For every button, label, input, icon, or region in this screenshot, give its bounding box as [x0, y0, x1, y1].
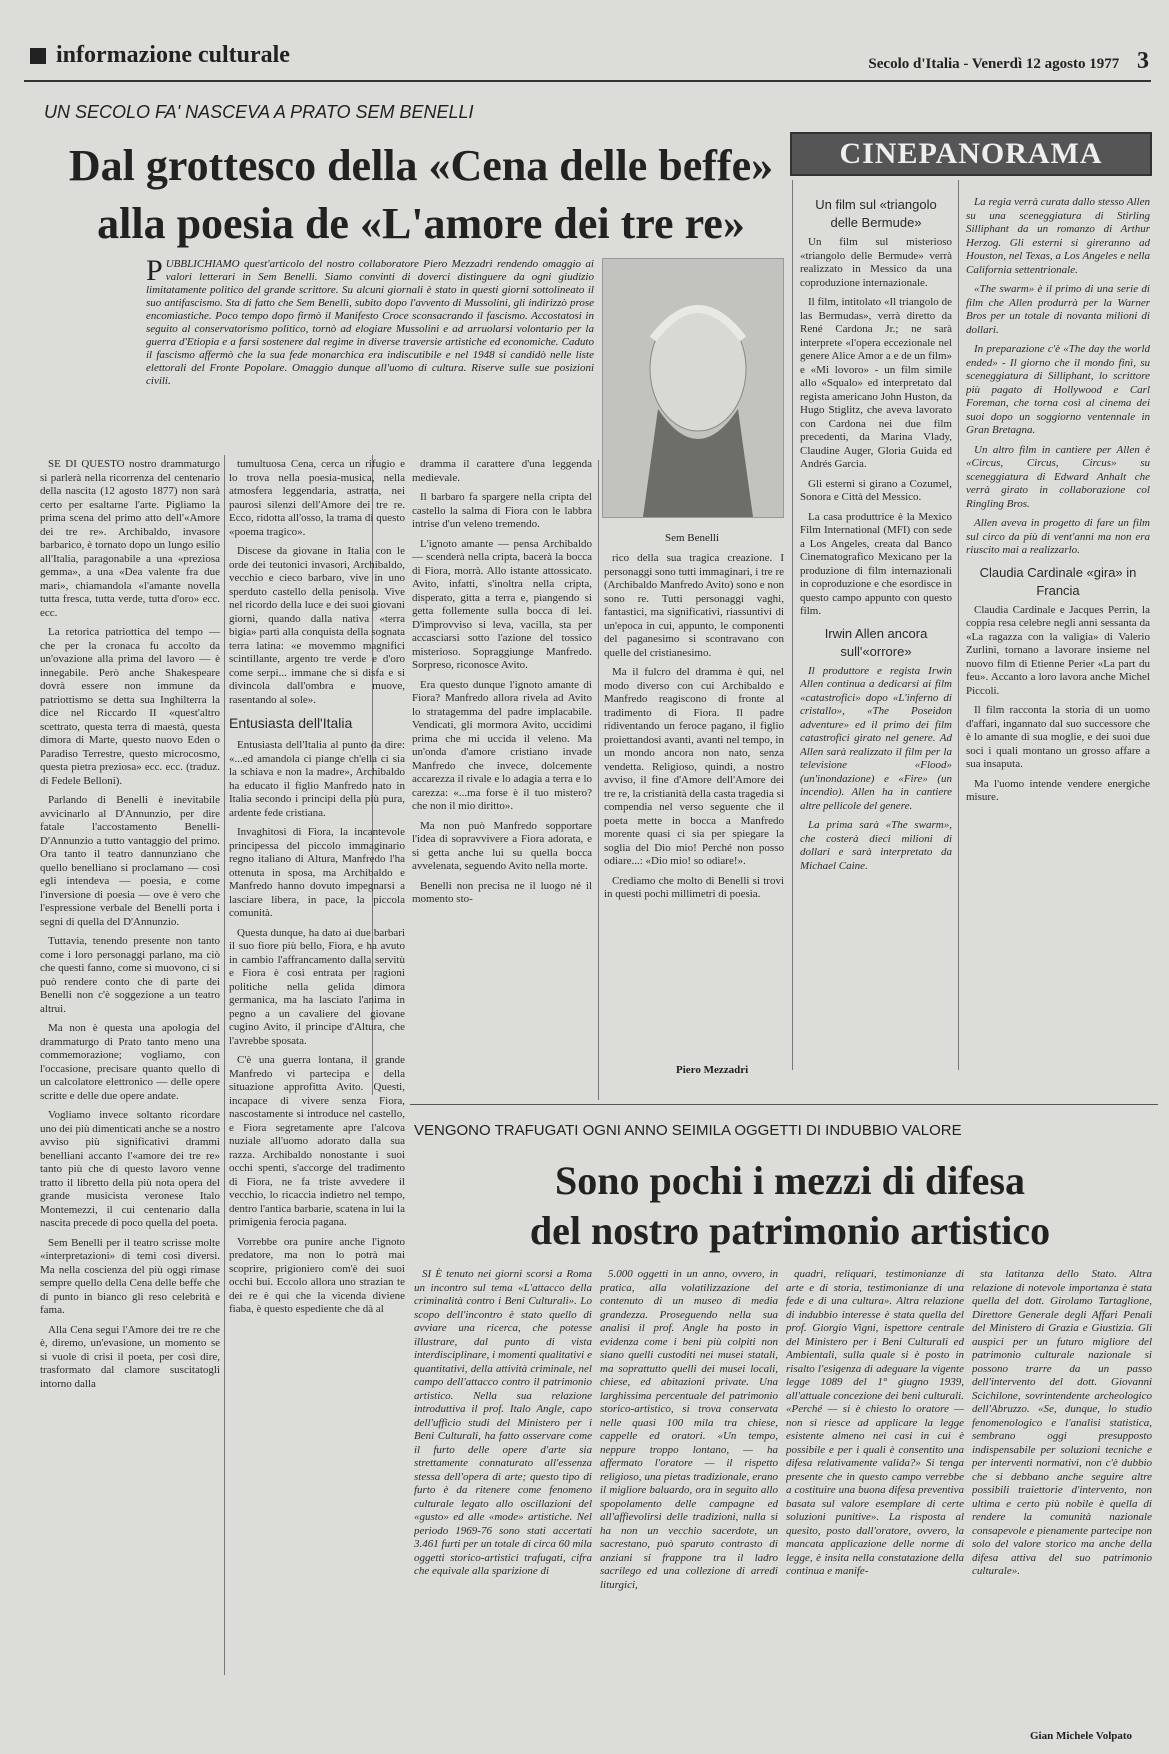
article2-headline-2: del nostro patrimonio artistico — [529, 1208, 1051, 1253]
paragraph: SE DI QUESTO nostro drammaturgo si parlerà nella ricorrenza del centenario della nascita (12 agosto 1877) non sarà certo per esaltarne l'arte. Pigliamo la prima scena del primo atto dell'«Amore dei tre re». Archibaldo, invasore barbarico, è tornato dopo un lungo esilio all'Italia, paragonabile a una «preziosa gemma», a una «Dea valente fra due mari», chiamandola «l'amante novella tutta fresca, tutta verde, tutta d'oro» ecc. ecc. — [40, 458, 220, 619]
paragraph: Tuttavia, tenendo presente non tanto come i loro personaggi parlano, ma ciò che questi fanno, come si muovono, ci si può rendere conto che di parte dei Benelli non c'è soggezione a un teatro altrui. — [40, 935, 220, 1015]
paragraph: Discese da giovane in Italia con le orde dei teutonici invasori, Archibaldo, vecchio e cieco barbaro, vive in uno sperduto castello della penisola. Vive nel ricordo della luce e dei suoi giovani giorni, quando dalla nativa «terra bigia» partì alla conquista della sognata terra latina: «e movemmo magnifici scintillante, argento tre verde e d'oro come serpi... immane che si disfa e si divincola dall'ombra e muove, rasentando al sole». — [229, 545, 405, 706]
article1-column-1 — [40, 458, 220, 1743]
paragraph: In preparazione c'è «The day the world ended» - Il giorno che il mondo finì, su sceneggiatura di Silliphant, lo scrittore più pagato di Hollywood e Carl Foreman, che torna così al cinema dei suoi dopo un soggiorno ventennale in Gran Bretagna. — [966, 343, 1150, 436]
paragraph: Sem Benelli per il teatro scrisse molte «interpretazioni» di temi così diversi. Ma nella coscienza del più oggi rimase sempre quello della Cena delle beffe che di punto in bianco gli reso celebrità e fama. — [40, 1236, 220, 1316]
paragraph: L'ignoto amante — pensa Archibaldo — scenderà nella cripta, bacerà la bocca di Fiora, morrà. Allo istante attossicato. Avito, infatti, s'inoltra nella cripta, disperato, gitta a terra e, piangendo si getta follemente sulla bocca di lei. D'improvviso si leva, vacilla, sta per accasciarsi sotto l'azione del tossico misterioso. Sopraggiunge Manfredo. Sorpreso, riconosce Avito. — [412, 537, 592, 671]
cine-item-heading: Claudia Cardinale «gira» in Francia — [979, 564, 1137, 598]
paragraph: Vorrebbe ora punire anche l'ignoto predatore, ma non lo potrà mai scoprire, prigioniero com'è dei suoi occhi bui. Eccolo allora uno strazian te dei re è qui che la vicenda diviene fiaba, è questo espediente che dà al — [229, 1235, 405, 1315]
paragraph: Crediamo che molto di Benelli si trovi in questi pochi millimetri di poesia. — [604, 874, 784, 900]
paragraph: Claudia Cardinale e Jacques Perrin, la coppia resa celebre negli anni sessanta da «La ragazza con la valigia» di Valerio Zurlini, tornano a lavorare insieme nel nuovo film di Etienne Perier «La part du feu». Accanto a loro lavora anche Michel Piccoli. — [966, 603, 1150, 697]
article2-column-1 — [414, 1268, 592, 1744]
paragraph: Entusiasta dell'Italia al punto da dire: «...ed amandola ci piange ch'ella ci sia la schiava e non la madre», Archibaldo ha educato il figlio Manfredo nato in Italia secondo i principi della più pura, ardente fede cristiana. — [229, 739, 405, 819]
article1-headline-2: alla poesia de «L'amore dei tre re» — [97, 199, 745, 248]
cine-item-heading: Irwin Allen ancora sull'«orrore» — [824, 625, 928, 659]
signature-piero: Piero Mezzadri — [676, 1064, 749, 1076]
paragraph: SI È tenuto nei giorni scorsi a Roma un incontro sul tema «L'attacco della criminalità contro i Beni Culturali». Lo scopo dell'incontro è stato quello di avviare una ricerca, che potesse illustrare, dal punto di vista interdisciplinare, i momenti qualitativi e quantitativi, della attività criminale, nel campo dell'attacco contro il patrimonio artistico. Nella sua relazione introduttiva il prof. Italo Angle, capo dell'ufficio studi del Ministero per i Beni Culturali, ha fatto osservare come il furto delle opere d'arte sia strettamente connaturato all'essenza stessa dell'opera di arte; questo tipo di furto è da ritenere come fenomeno culturale legato allo oscillazioni del «gusto» ed alle «mode» artistiche. Nel periodo 1969-76 sono stati accertati 3.461 furti per un totale di circa 60 mila oggetti storico-artistici trafugati, cifra che equivale alla sparizione di — [414, 1268, 592, 1577]
article1-headline-1: Dal grottesco della «Cena delle beffe» — [68, 141, 774, 190]
cinepanorama-banner — [790, 132, 1152, 176]
page-number: 3 — [1137, 48, 1149, 74]
cinepanorama-title: CINEPANORAMA — [839, 137, 1103, 170]
article2-column-3 — [786, 1268, 964, 1744]
paragraph: Ma non può Manfredo sopportare l'idea di sopravvivere a Fiora adorata, e si getta anche lui su quella bocca avvelenata, seguendo Avito nella morte. — [412, 819, 592, 872]
paragraph: Ma l'uomo intende vendere energiche misure. — [966, 777, 1150, 803]
paragraph: Ma il fulcro del dramma è qui, nel modo diverso con cui Archibaldo e Manfredo reagiscono di fronte al tradimento di Fiora. Il padre ridiventando un feroce pagano, il figlio proiettandosi avanti, avanti nel tempo, in un mondo ancora non nato, senza vendetta. Religioso, quindi, a nostro avviso, il fine d'Amore dell'Amore dei tre re, la cristianità della casta tragedia si compendia nel verso seguente che il poeta mette in bocca a Manfredo morente quasi ci sia per spiegare la soglia del Dio mio! Perché non posso odiare...: «Dio mio! so odiare!». — [604, 666, 784, 867]
paragraph: Un film sul misterioso «triangolo delle Bermude» verrà realizzato in Messico da una coproduzione internazionale. — [800, 236, 952, 289]
author-photo — [602, 258, 784, 518]
article2-kicker: VENGONO TRAFUGATI OGNI ANNO SEIMILA OGGETTI DI INDUBBIO VALORE — [414, 1122, 962, 1139]
cine-item-heading: Un film sul «triangolo delle Bermude» — [815, 197, 937, 230]
paragraph: quadri, reliquari, testimonianze di arte e di storia, testimonianze di una fede e di una cultura». Altra relazione di indubbio interesse è stata quella del prof. Giorgio Vigni, ispettore centrale del Ministero per i Beni Culturali ed Ambientali, sulla quale si è posto in risalto l'esigenza di adeguare la vigente legge 1089 del 1° giugno 1939, all'attuale concezione dei beni culturali. «Perché — si è chiesto lo oratore — non si riesce ad applicare la legge esistente almeno nei casi in cui è possibile e per i quali è consentito una difesa relativamente valida?» Si tenga presente che in questo campo verrebbe a costituire una buona difesa preventiva basata sul valore esemplare di certe soluzioni punitive». La risposta al quesito, posto dall'oratore, ovvero, la mancata applicazione delle norme di legge, è insita nella constatazione della continua e manife- — [786, 1268, 964, 1577]
header-rule — [24, 80, 1151, 82]
paragraph: Il produttore e regista Irwin Allen continua a dedicarsi ai film «catastrofici» dopo «L'inferno di cristallo», «The Poseidon adventure» ed il primo dei film catastrofici girato nel genere. Ad Allen sarà realizzato il film per la televisione «Flood» (un'inondazione) e «Fire» (un incendio). Allen ha in cantiere altre pellicole del genere. — [800, 664, 952, 812]
cinepanorama-column-1 — [800, 196, 952, 1066]
dateline — [868, 48, 1149, 75]
square-bullet-icon — [30, 48, 46, 64]
paragraph: Era questo dunque l'ignoto amante di Fiora? Manfredo allora rivela ad Avito lo stratagemma del padre implacabile. Vendicati, gli mormora Avito, uccidimi prima che mi uccida il veleno. Ma un'onda d'amore cristiano invade Manfredo che invece, dolcemente accarezza il rivale e lo adagia a terra e lo carezza: «...ma forse è il tuo mistero? che non il mio diritto». — [412, 678, 592, 812]
article1-column-4 — [604, 552, 784, 1058]
photo-caption: Sem Benelli — [664, 532, 720, 544]
column-divider — [792, 180, 793, 1070]
article2-column-2 — [600, 1268, 778, 1744]
article2-headline-1: Sono pochi i mezzi di difesa — [554, 1158, 1026, 1203]
paragraph: Invaghitosi di Fiora, la incantevole principessa del piccolo immaginario regno italiano di Altura, Manfredo l'ha ottenuta in sposa, ma Archibaldo e Manfredo hanno dovuto impegnarsi a lasciare libera, in pace, la piccola comunità. — [229, 826, 405, 919]
paragraph: C'è una guerra lontana, il grande Manfredo vi partecipa e della situazione approfitta Avito. Questi, incapace di vivere senza Fiora, nascostamente si introduce nel castello, e Fiora segretamente apre l'alcova nuziale all'uomo adorato dalla sua razza. Archibaldo nonostante i suoi occhi spenti, s'accorge del tradimento di Fiora, ne fa triste avvedere il vecchio, lo ricaccia indietro nel tempo, dentro l'antica barbarie, scatena in lui la primigenia ferocia pagana. — [229, 1054, 405, 1228]
paragraph: Gli esterni si girano a Cozumel, Sonora e Città del Messico. — [800, 477, 952, 503]
paragraph: dramma il carattere d'una leggenda medievale. — [412, 458, 592, 484]
column-divider — [598, 460, 599, 1100]
signature-volpato: Gian Michele Volpato — [1030, 1730, 1133, 1742]
section-title: informazione culturale — [56, 42, 290, 68]
paragraph: Ma non è questa una apologia del drammaturgo di Prato tanto meno una commemorazione; vogliamo, con l'occasione, precisare quanto quello di un calcolatore elettronico — delle opere scritte e delle due opere andate. — [40, 1022, 220, 1102]
paragraph: Un altro film in cantiere per Allen è «Circus, Circus, Circus» su sceneggiatura di Edward Anhalt che verrà girato in collaborazione col Ringling Bros. — [966, 443, 1150, 510]
dateline-text: Secolo d'Italia - Venerdì 12 agosto 1977 — [868, 56, 1120, 72]
paragraph: Il film racconta la storia di un uomo d'affari, ingannato dal suo successore che è lo amante di sua moglie, e dei suoi due soci i quali montano un grosso affare a sua insaputa. — [966, 704, 1150, 770]
intro-dropcap: P — [146, 254, 163, 287]
article1-column-2 — [229, 458, 405, 1743]
page-header — [0, 38, 1169, 78]
paragraph: rico della sua tragica creazione. I personaggi sono tutti immaginari, i tre re (Archibaldo Manfredo Avito) sono e non sono re. Tutti personaggi vaghi, fantastici, ma significativi, riassuntivi di un'epoca in cui, appunto, le componenti del paganesimo si scontravano con quelle del cristianesimo. — [604, 552, 784, 659]
paragraph: Questa dunque, ha dato ai due barbari il suo fiore più bello, Fiora, e ha avuto in cambio l'affrancamento dalla servitù e Fiora è così entrata per ragioni politiche nella gelida dimora germanica, ma ha lasciato l'anima in pegno a un cavaliere del giovane cugino Avito, il principe d'Altura, che l'avrebbe sposata. — [229, 926, 405, 1047]
paragraph: sta latitanza dello Stato. Altra relazione di notevole importanza è stata quella del dott. Girolamo Tartaglione, Direttore Generale degli Affari Penali del Ministero di Grazia e Giustizia. Gli auspici per un futuro migliore del patrimonio culturale nazionale si possono trarre da un passo dell'intervento del dott. Giovanni Scichilone, sovrintendente archeologico dell'Abruzzo. «Se, dunque, lo studio fenomenologico e l'analisi statistica, sembrano oggi presupposto indispensabile per soluzioni tecniche e per interventi normativi, non c'è dubbio che si debbano anche seguire altre possibili traiettorie d'intervento, non ultima e certo più nobile è quella di rendere la comunità nazionale consapevole e pienamente partecipe non solo del valore storico ma anche della difesa attiva del suo patrimonio culturale». — [972, 1268, 1152, 1577]
section-rule — [410, 1104, 1158, 1105]
paragraph: La prima sarà «The swarm», che costerà dieci milioni di dollari e sarà interpretato da Michael Caine. — [800, 819, 952, 872]
article1-column-3 — [412, 458, 592, 1078]
paragraph: Il barbaro fa spargere nella cripta del castello la salma di Fiora con le labbra intrise d'un veleno tremendo. — [412, 491, 592, 530]
paragraph: Alla Cena segui l'Amore dei tre re che è, diremo, un'evasione, un momento se si vuole di crisi il poeta, per così dire, trasformato dal clamore suscitatogli intorno dalla — [40, 1323, 220, 1390]
paragraph: Allen aveva in progetto di fare un film sul circo da più di vent'anni ma non era riuscito mai a realizzarlo. — [966, 517, 1150, 556]
paragraph: La regia verrà curata dallo stesso Allen su una sceneggiatura di Stirling Silliphant da un romanzo di Arthur Herzog. Gli esterni si gireranno ad Houston, nel Texas, a Los Angeles e nella California settentrionale. — [966, 196, 1150, 276]
paragraph: Benelli non precisa ne il luogo né il momento sto- — [412, 879, 592, 905]
subheading: Entusiasta dell'Italia — [229, 715, 353, 731]
paragraph: Vogliamo invece soltanto ricordare uno dei più dimenticati anche se a nostro avviso più significativi drammi benelliani accanto l'«amore dei tre re» tanto più che di questo lavoro venne tratto il libretto della più nota opera del grande musicista veronese Italo Montemezzi, il cui centenario dalla nascita precede di poco quella del poeta. — [40, 1109, 220, 1229]
column-divider — [958, 180, 959, 1070]
paragraph: La retorica patriottica del tempo — che per la cronaca fu accolto da un'ovazione alla prima del lavoro — è innegabile. Però anche Shakespeare dovrà essere non immune da patriottismo se detta sua Inghilterra la dice nel Riccardo II «quest'altro scettrato, questa terra di maestà, questa dimora di Marte, questo nuovo Eden o Paradiso Terrestre, questo microcosmo, questa pietra preziosa» ecc. ecc. (traduz. di Fedele Belloni). — [40, 626, 220, 787]
intro-text: UBBLICHIAMO quest'articolo del nostro collaboratore Piero Mezzadri rendendo omaggio ai valori letterari in Sem Benelli. Siamo convinti di doverci distinguere da ogni giudizio limitatamente politico del grande scrittore. Su alcuni giornali è stato in questi giorni sottolineato il suo antifascismo. Sta di fatto che Sem Benelli, subito dopo l'avvento di Mussolini, gli indirizzò prose encomiastiche. Poco tempo dopo firmò il Manifesto Croce sconsacrando il fascismo. Accostatosi in seguito al conservatorismo politico, tornò ad elogiare Mussolini e ad arruolarsi volontario per la guerra d'Etiopia e a farsi sostenere dal regime in diverse traversie artistiche ed economiche. Caduto il fascismo affermò che la sua fede monarchica era indiscutibile e nel 1948 si candidò nelle liste elettorali del Fronte Popolare. Omaggio dunque all'uomo di cultura. Riserve sulle sue posizioni civili. — [146, 258, 594, 387]
article2-column-4 — [972, 1268, 1152, 1726]
paragraph: La casa produttrice è la Mexico Film International (MFI) con sede a Los Angeles, creata dal Banco Cinematografico Mexicano per la produzione di film internazionali in coproduzione e che esordisce in questo campo appunto con questo film. — [800, 510, 952, 617]
paragraph: Parlando di Benelli è inevitabile avvicinarlo al D'Annunzio, per dire fatale l'accostamento Benelli-D'Annunzio a tutto vantaggio del primo. Ora tanto il teatro dannunziano che quello benelliano si proclamano — così egli intendeva — poesia, e come l'inversione di poesia — ove è vero che l'espressione verbale del Benelli porta i segni di quella del D'Annunzio. — [40, 794, 220, 928]
section-header — [30, 42, 290, 69]
article1-intro — [146, 254, 594, 388]
paragraph: tumultuosa Cena, cerca un rifugio e lo trova nella poesia-musica, nella atmosfera leggendaria, astratta, nei paurosi silenzi dell'Amore dei tre re. Ecco, ridotta all'osso, la trama di questo «poema tragico». — [229, 458, 405, 538]
column-divider — [224, 455, 225, 1675]
article1-kicker: UN SECOLO FA' NASCEVA A PRATO SEM BENELLI — [44, 102, 474, 122]
cinepanorama-column-2 — [966, 196, 1150, 1066]
paragraph: «The swarm» è il primo di una serie di film che Allen produrrà per la Warner Bros per un totale di novanta milioni di dollari. — [966, 283, 1150, 336]
paragraph: Il film, intitolato «Il triangolo de las Bermudas», verrà diretto da René Cardona Jr.; ne sarà interprete «l'opera eccezionale nel genere Alice Amor a e de un film» e «Mi lovoro» - un film simile allo «Squalo» ed interpretato dal regista americano John Huston, da Hugo Stiglitz, che aveva lavorato con Cardona nei due film precedenti, da Marina Vlady, Claudine Auger, Gloria Guida ed Andrés Garcia. — [800, 296, 952, 470]
paragraph: 5.000 oggetti in un anno, ovvero, in pratica, alla volatilizzazione del contenuto di un museo di media grandezza. Proseguendo nella sua analisi il prof. Angle ha posto in evidenza come i beni più colpiti non siano quelli custoditi nei musei statali, ma soprattutto quelli dei musei locali, chiese, ed abitazioni private. Una larghissima percentuale del patrimonio storico-artistico, si trova conservata nelle quasi 100 mila tra chiese, cappelle ed oratori. «Un tempo, neppure troppo lontano, — ha affermato l'oratore — il rispetto religioso, una pietas tradizionale, erano il migliore baluardo, ora in seguito allo spopolamento delle campagne ed all'affievolirsi delle tradizioni, nulla si ha non un vecchio sacerdote, un sacrestano, può sparuto contrasto di anziani si frappone tra il ladro sacrilego ed una collezione di arredi liturgici, — [600, 1268, 778, 1591]
